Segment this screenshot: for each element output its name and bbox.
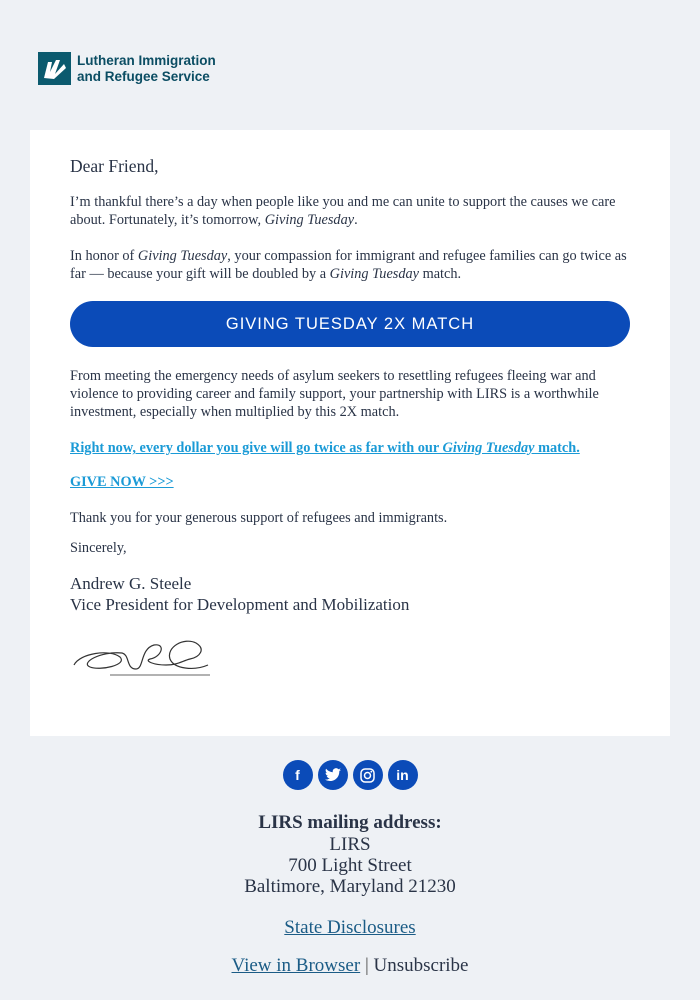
footer-separator: |: [364, 955, 369, 976]
header-logo[interactable]: [38, 52, 216, 85]
lirs-logo-icon: [38, 52, 71, 85]
address-line3: Baltimore, Maryland 21230: [244, 876, 456, 897]
twice-as-far-link-b: match.: [534, 440, 580, 456]
twice-as-far-link-em: Giving Tuesday: [442, 440, 535, 456]
paragraph-honor-em2: Giving Tuesday: [329, 266, 420, 282]
paragraph-honor-c: match.: [419, 266, 462, 282]
linkedin-icon[interactable]: in: [388, 760, 418, 790]
facebook-icon[interactable]: f: [283, 760, 313, 790]
email-content: [70, 156, 630, 688]
instagram-icon[interactable]: [353, 760, 383, 790]
signer-name: Andrew G. Steele: [70, 574, 192, 593]
twitter-icon[interactable]: [318, 760, 348, 790]
state-disclosures-row: [0, 917, 700, 939]
address-line1: LIRS: [329, 834, 371, 855]
paragraph-honor-em1: Giving Tuesday: [137, 248, 228, 264]
twice-as-far-link[interactable]: [70, 439, 630, 457]
give-now-link[interactable]: GIVE NOW >>>: [70, 474, 174, 490]
org-name-line1: Lutheran Immigration: [77, 52, 216, 68]
giving-tuesday-match-button[interactable]: GIVING TUESDAY 2X MATCH: [70, 301, 630, 347]
signer-block: [70, 573, 630, 615]
social-links: [0, 760, 700, 790]
signer-title: Vice President for Development and Mobilization: [70, 595, 410, 614]
paragraph-intro-text: I’m thankful there’s a day when people like you and me can unite to support the causes we care about. Fortunately, it’s tomorrow,: [70, 194, 616, 228]
paragraph-honor-a: In honor of: [70, 248, 138, 264]
paragraph-intro-emphasis: Giving Tuesday: [264, 212, 355, 228]
paragraph-honor: [70, 247, 630, 283]
thanks-text: Thank you for your generous support of refugees and immigrants.: [70, 510, 448, 526]
greeting: Dear Friend,: [70, 156, 159, 176]
org-name: [77, 53, 216, 85]
footer: [0, 760, 700, 977]
org-name-line2: and Refugee Service: [77, 68, 210, 84]
paragraph-partnership: From meeting the emergency needs of asylum seekers to resettling refugees fleeing war and violence to providing career and family support, your partnership with LIRS is a worthwhile investment, especially when multiplied by this 2X match.: [70, 368, 599, 420]
signature-image: [70, 635, 630, 688]
paragraph-honor-b: , your compassion for immigrant and refugee families can go twice as far — because your gift will be doubled by a: [70, 248, 627, 282]
email-card: [30, 130, 670, 736]
twice-as-far-link-a: Right now, every dollar you give will go twice as far with our: [70, 440, 443, 456]
footer-links: [0, 955, 700, 977]
paragraph-intro: [70, 193, 630, 229]
address-line2: 700 Light Street: [288, 855, 412, 876]
unsubscribe-link[interactable]: Unsubscribe: [373, 955, 469, 976]
signoff: Sincerely,: [70, 540, 127, 556]
state-disclosures-link[interactable]: State Disclosures: [284, 917, 416, 938]
address-title: LIRS mailing address:: [258, 812, 442, 833]
paragraph-intro-end: .: [354, 212, 358, 228]
view-in-browser-link[interactable]: View in Browser: [231, 955, 361, 976]
